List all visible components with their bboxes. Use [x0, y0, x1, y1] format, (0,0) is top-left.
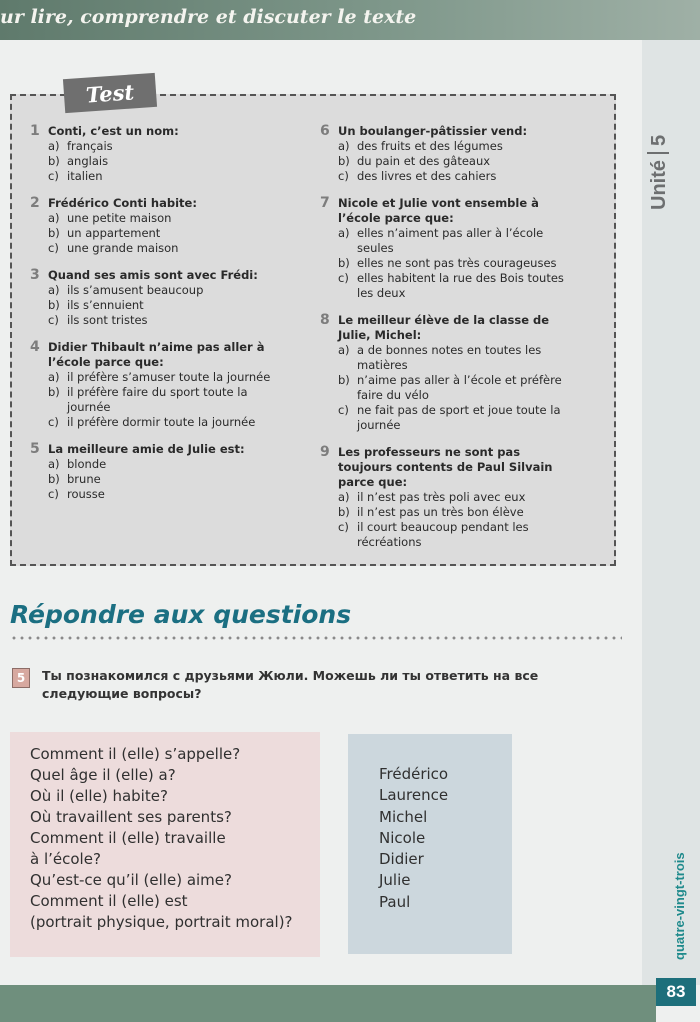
answer-option: [30, 472, 300, 487]
question-title: [30, 340, 300, 370]
answer-option: [320, 226, 605, 256]
option-text: il court beaucoup pendant les récréations: [357, 520, 529, 549]
top-banner: [0, 0, 700, 40]
answer-option: [320, 271, 605, 301]
question-number: 8: [320, 312, 330, 328]
question-number: 9: [320, 444, 330, 460]
question-line: Où il (elle) habite?: [30, 787, 168, 805]
answer-option: [30, 313, 300, 328]
option-letter: a): [48, 457, 60, 471]
name-item: Paul: [379, 892, 411, 911]
option-text: ils s’amusent beaucoup: [67, 283, 204, 297]
option-letter: c): [48, 241, 59, 255]
option-letter: b): [338, 256, 350, 270]
question-number: 2: [30, 195, 40, 211]
option-text: elles habitent la rue des Bois toutes les deux: [357, 271, 564, 300]
question-number: 4: [30, 339, 40, 355]
question-text: Conti, c’est un nom:: [48, 124, 179, 138]
question-line: (portrait physique, portrait moral)?: [30, 913, 293, 931]
name-item: Nicole: [379, 828, 426, 847]
question-line: à l’école?: [30, 850, 101, 868]
option-text: anglais: [67, 154, 109, 168]
answer-option: [30, 385, 300, 415]
option-letter: c): [48, 169, 59, 183]
option-text: une grande maison: [67, 241, 179, 255]
option-letter: c): [338, 520, 349, 534]
option-text: elles n’aiment pas aller à l’école seules: [357, 226, 544, 255]
option-letter: c): [338, 271, 349, 285]
option-text: elles ne sont pas très courageuses: [357, 256, 557, 270]
question-line: Qu’est-ce qu’il (elle) aime?: [30, 871, 232, 889]
answer-option: [320, 139, 605, 154]
answer-option: [30, 415, 300, 430]
option-text: il préfère faire du sport toute la journée: [67, 385, 248, 414]
answer-option: [320, 154, 605, 169]
answer-option: [320, 256, 605, 271]
option-text: du pain et des gâteaux: [357, 154, 491, 168]
option-letter: a): [338, 139, 350, 153]
option-letter: b): [48, 472, 60, 486]
answer-option: [30, 487, 300, 502]
names-list: [379, 764, 448, 913]
question-title: [320, 313, 605, 343]
unit-label: [647, 135, 671, 210]
name-item: Didier: [379, 850, 424, 869]
answer-option: [30, 226, 300, 241]
option-letter: b): [48, 226, 60, 240]
option-text: il n’est pas très poli avec eux: [357, 490, 526, 504]
answer-option: [30, 139, 300, 154]
question-text: Un boulanger-pâtissier vend:: [338, 124, 528, 138]
question-title: [30, 442, 300, 457]
option-text: rousse: [67, 487, 105, 501]
option-letter: c): [48, 415, 59, 429]
answer-option: [320, 520, 605, 550]
option-text: il n’est pas un très bon élève: [357, 505, 524, 519]
test-question: [30, 268, 300, 328]
answer-option: [320, 169, 605, 184]
option-text: blonde: [67, 457, 107, 471]
option-text: ils s’ennuient: [67, 298, 144, 312]
question-text: Quand ses amis sont avec Frédi:: [48, 268, 258, 282]
section-title: Répondre aux questions: [10, 600, 352, 629]
question-text: Frédérico Conti habite:: [48, 196, 197, 210]
option-letter: b): [48, 154, 60, 168]
question-number: 5: [30, 441, 40, 457]
bottom-strip: [0, 985, 656, 1022]
test-question: [320, 445, 605, 550]
option-letter: a): [48, 211, 60, 225]
question-text: Didier Thibault n’aime pas aller à l’école parce que:: [48, 340, 265, 369]
name-item: Michel: [379, 807, 428, 826]
answer-option: [30, 457, 300, 472]
option-letter: a): [48, 139, 60, 153]
question-number: 3: [30, 267, 40, 283]
page-number-words: quatre-vingt-trois: [672, 852, 687, 960]
question-title: [320, 196, 605, 226]
option-letter: b): [48, 298, 60, 312]
option-letter: b): [338, 154, 350, 168]
option-letter: b): [48, 385, 60, 399]
question-text: Le meilleur élève de la classe de Julie, Michel:: [338, 313, 550, 342]
answer-option: [30, 211, 300, 226]
answer-option: [30, 298, 300, 313]
option-text: un appartement: [67, 226, 161, 240]
test-question: [30, 442, 300, 502]
option-letter: c): [338, 403, 349, 417]
question-text: Les professeurs ne sont pas toujours contents de Paul Silvain parce que:: [338, 445, 553, 489]
question-number: 6: [320, 123, 330, 139]
name-item: Frédérico: [379, 765, 449, 783]
dotted-divider: [10, 636, 622, 640]
option-text: il préfère dormir toute la journée: [67, 415, 256, 429]
unit-word: Unité: [648, 160, 670, 210]
option-letter: a): [338, 490, 350, 504]
question-title: [320, 124, 605, 139]
question-line: Comment il (elle) travaille: [30, 829, 226, 847]
option-letter: c): [338, 169, 349, 183]
question-line: Comment il (elle) s’appelle?: [30, 745, 241, 763]
answer-option: [30, 154, 300, 169]
option-text: des livres et des cahiers: [357, 169, 497, 183]
option-letter: a): [48, 370, 60, 384]
page-number: 83: [656, 978, 696, 1006]
unit-number: 5: [648, 134, 670, 146]
test-column-left: [30, 124, 300, 514]
answer-option: [320, 403, 605, 433]
test-question: [30, 340, 300, 430]
test-question: [320, 124, 605, 184]
answer-option: [320, 505, 605, 520]
answer-option: [30, 370, 300, 385]
test-column-right: [320, 124, 605, 562]
question-text: La meilleure amie de Julie est:: [48, 442, 245, 456]
banner-title: ur lire, comprendre et discuter le texte: [0, 6, 417, 28]
question-line: Quel âge il (elle) a?: [30, 766, 176, 784]
option-text: ils sont tristes: [67, 313, 148, 327]
question-line: Où travaillent ses parents?: [30, 808, 232, 826]
answer-option: [320, 343, 605, 373]
option-letter: a): [338, 343, 350, 357]
option-letter: c): [48, 487, 59, 501]
exercise-instruction: Ты познакомился с друзьями Жюли. Можешь ли ты ответить на все следующие вопросы?: [42, 668, 539, 701]
question-title: [30, 268, 300, 283]
question-number: 1: [30, 123, 40, 139]
unit-separator: [647, 152, 669, 154]
option-letter: c): [48, 313, 59, 327]
option-text: ne fait pas de sport et joue toute la journée: [357, 403, 561, 432]
option-text: il préfère s’amuser toute la journée: [67, 370, 271, 384]
test-question: [320, 196, 605, 301]
option-text: des fruits et des légumes: [357, 139, 503, 153]
test-question: [320, 313, 605, 433]
test-question: [30, 124, 300, 184]
exercise-number-badge: 5: [12, 668, 30, 688]
answer-option: [30, 169, 300, 184]
option-letter: b): [338, 505, 350, 519]
option-text: brune: [67, 472, 101, 486]
test-tab: Test: [63, 73, 157, 113]
answer-option: [320, 490, 605, 505]
name-item: Laurence: [379, 786, 449, 805]
answer-option: [30, 241, 300, 256]
name-item: Julie: [379, 871, 411, 890]
question-number: 7: [320, 195, 330, 211]
question-title: [320, 445, 605, 490]
question-text: Nicole et Julie vont ensemble à l’école parce que:: [338, 196, 539, 225]
question-line: Comment il (elle) est: [30, 892, 188, 910]
answer-option: [320, 373, 605, 403]
questions-list: [30, 744, 293, 933]
option-text: n’aime pas aller à l’école et préfère faire du vélo: [357, 373, 562, 402]
option-letter: b): [338, 373, 350, 387]
option-letter: a): [338, 226, 350, 240]
option-text: français: [67, 139, 113, 153]
option-text: une petite maison: [67, 211, 172, 225]
answer-option: [30, 283, 300, 298]
question-title: [30, 124, 300, 139]
question-title: [30, 196, 300, 211]
option-text: a de bonnes notes en toutes les matières: [357, 343, 542, 372]
test-question: [30, 196, 300, 256]
option-text: italien: [67, 169, 103, 183]
option-letter: a): [48, 283, 60, 297]
